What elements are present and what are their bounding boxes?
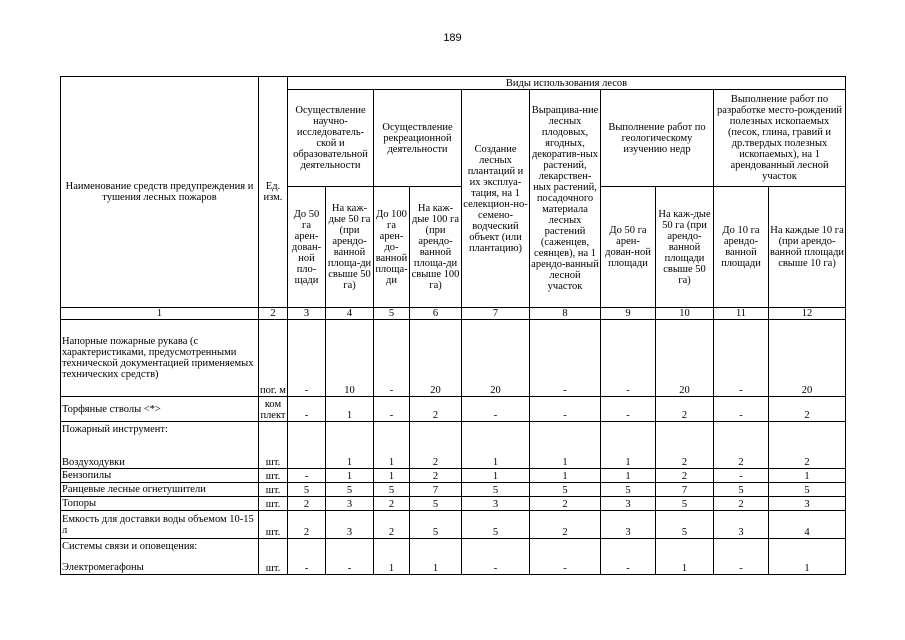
row-value: 1 <box>769 539 846 575</box>
page-number: 189 <box>443 32 462 44</box>
header-group-title: Виды использования лесов <box>288 77 846 90</box>
row-value: 5 <box>769 483 846 497</box>
row-value: 3 <box>462 497 530 511</box>
col-number: 12 <box>769 308 846 320</box>
row-value: 2 <box>769 397 846 422</box>
header-sub-11: До 10 га арендо-ванной площади <box>714 187 769 308</box>
fire-equipment-table <box>60 76 846 575</box>
col-number: 4 <box>326 308 374 320</box>
row-value: 2 <box>374 497 410 511</box>
row-value: 3 <box>714 511 769 539</box>
row-label: Электромегафоны <box>62 562 144 573</box>
header-group-2: Осуществление рекреационной деятельности <box>374 90 462 187</box>
column-numbers-row <box>61 308 846 320</box>
col-number: 8 <box>530 308 601 320</box>
row-value: 2 <box>410 422 462 469</box>
row-value: 4 <box>769 511 846 539</box>
header-group-3: Создание лесных плантаций и их эксплуа-тация, на 1 селекцион-но-семено-водческий объект (или плантацию) <box>462 90 530 308</box>
row-value: 3 <box>601 497 656 511</box>
row-value: 1 <box>601 422 656 469</box>
table-row <box>61 397 846 422</box>
table-row <box>61 422 846 469</box>
row-value: 5 <box>530 483 601 497</box>
row-value: - <box>714 539 769 575</box>
row-value: 1 <box>326 422 374 469</box>
row-value: - <box>462 539 530 575</box>
row-value: - <box>714 469 769 483</box>
row-value: 1 <box>374 469 410 483</box>
table-row <box>61 483 846 497</box>
row-value: 5 <box>601 483 656 497</box>
row-value: - <box>601 397 656 422</box>
row-value: 1 <box>410 539 462 575</box>
row-value: 7 <box>656 483 714 497</box>
col-number: 1 <box>61 308 259 320</box>
col-number: 9 <box>601 308 656 320</box>
row-value: 1 <box>374 422 410 469</box>
row-value: - <box>530 397 601 422</box>
table-row <box>61 539 846 575</box>
row-value: 20 <box>462 320 530 397</box>
row-value: 7 <box>410 483 462 497</box>
row-value: 5 <box>410 497 462 511</box>
row-unit: шт. <box>259 483 288 497</box>
header-group-4: Выращива-ние лесных плодовых, ягодных, декоратив-ных растений, лекарствен-ных растений, посадочного материала лесных растений (саженцев, сеянцев), на 1 арендо-ванный лесной участок <box>530 90 601 308</box>
row-value: 1 <box>462 469 530 483</box>
row-value: - <box>374 397 410 422</box>
row-unit: шт. <box>259 511 288 539</box>
row-name <box>61 539 259 575</box>
row-name: Ранцевые лесные огнетушители <box>61 483 259 497</box>
row-value: 1 <box>530 469 601 483</box>
row-value: 10 <box>326 320 374 397</box>
col-number: 11 <box>714 308 769 320</box>
row-value: - <box>530 320 601 397</box>
col-number: 5 <box>374 308 410 320</box>
row-value: 2 <box>656 397 714 422</box>
row-unit: шт. <box>259 469 288 483</box>
header-sub-10: На каж-дые 50 га (при арендо-ванной площади свыше 50 га) <box>656 187 714 308</box>
table-row <box>61 320 846 397</box>
header-sub-6: На каж-дые 100 га (при арендо-ванной площа-ди свыше 100 га) <box>410 187 462 308</box>
row-value: - <box>530 539 601 575</box>
row-value: 2 <box>374 511 410 539</box>
row-value: - <box>288 539 326 575</box>
header-sub-5: До 100 га арен-до-ванной площа-ди <box>374 187 410 308</box>
row-value: 5 <box>288 483 326 497</box>
row-value: 2 <box>769 422 846 469</box>
header-group-1: Осуществление научно-исследователь-ской и образовательной деятельности <box>288 90 374 187</box>
row-value: 20 <box>769 320 846 397</box>
row-value: - <box>326 539 374 575</box>
row-value: 5 <box>326 483 374 497</box>
section-heading: Системы связи и оповещения: <box>62 541 198 552</box>
row-unit: пог. м <box>259 320 288 397</box>
row-value: 5 <box>410 511 462 539</box>
row-value: 5 <box>462 483 530 497</box>
table-row <box>61 497 846 511</box>
row-value: 2 <box>714 497 769 511</box>
row-name: Торфяные стволы <*> <box>61 397 259 422</box>
row-value: 20 <box>410 320 462 397</box>
col-number: 3 <box>288 308 326 320</box>
row-value: 3 <box>326 511 374 539</box>
row-value: 2 <box>530 497 601 511</box>
col-number: 10 <box>656 308 714 320</box>
table-body <box>61 320 846 575</box>
row-value: - <box>714 320 769 397</box>
col-number: 6 <box>410 308 462 320</box>
row-unit: шт. <box>259 422 288 469</box>
row-value: 5 <box>714 483 769 497</box>
row-value: 5 <box>374 483 410 497</box>
row-value: 1 <box>374 539 410 575</box>
col-number: 7 <box>462 308 530 320</box>
row-value: - <box>374 320 410 397</box>
row-value: 2 <box>410 469 462 483</box>
row-value: 1 <box>326 397 374 422</box>
row-value: - <box>601 539 656 575</box>
row-unit: ком плект <box>259 397 288 422</box>
row-value: 3 <box>326 497 374 511</box>
row-value: - <box>288 320 326 397</box>
row-value: 20 <box>656 320 714 397</box>
row-value: 1 <box>530 422 601 469</box>
header-name: Наименование средств предупреждения и тушения лесных пожаров <box>61 77 259 308</box>
table-row <box>61 469 846 483</box>
row-name: Напорные пожарные рукава (с характеристиками, предусмотренными технической документацией применяемых технических средств) <box>61 320 259 397</box>
row-value: - <box>288 397 326 422</box>
row-value: 5 <box>656 511 714 539</box>
row-unit: шт. <box>259 497 288 511</box>
header-group-6: Выполнение работ по разработке место-рождений полезных ископаемых (песок, глина, гравий и др.твердых полезных ископаемых), на 1 арендованный лесной участок <box>714 90 846 187</box>
row-value: - <box>462 397 530 422</box>
row-value: 1 <box>326 469 374 483</box>
header-unit: Ед. изм. <box>259 77 288 308</box>
row-name: Топоры <box>61 497 259 511</box>
row-value: 5 <box>656 497 714 511</box>
row-value: 2 <box>714 422 769 469</box>
row-value: 1 <box>769 469 846 483</box>
row-value: 2 <box>656 422 714 469</box>
row-value: 2 <box>288 511 326 539</box>
row-value: - <box>288 469 326 483</box>
header-sub-12: На каждые 10 га (при арендо-ванной площади свыше 10 га) <box>769 187 846 308</box>
row-value: 1 <box>601 469 656 483</box>
row-value: 2 <box>656 469 714 483</box>
row-label: Воздуходувки <box>62 457 125 468</box>
header-sub-3: До 50 га арен-дован-ной пло-щади <box>288 187 326 308</box>
row-value: 3 <box>769 497 846 511</box>
header-group-5: Выполнение работ по геологическому изучению недр <box>601 90 714 187</box>
header-sub-9: До 50 га арен-дован-ной площади <box>601 187 656 308</box>
row-value: 2 <box>288 497 326 511</box>
row-value: - <box>601 320 656 397</box>
row-value: - <box>714 397 769 422</box>
section-heading: Пожарный инструмент: <box>62 424 168 435</box>
col-number: 2 <box>259 308 288 320</box>
row-value: 2 <box>530 511 601 539</box>
row-value: 3 <box>601 511 656 539</box>
row-name <box>61 422 259 469</box>
row-unit: шт. <box>259 539 288 575</box>
row-value: 1 <box>462 422 530 469</box>
header-sub-4: На каж-дые 50 га (при арендо-ванной площа-ди свыше 50 га) <box>326 187 374 308</box>
row-name: Бензопилы <box>61 469 259 483</box>
row-name: Емкость для доставки воды объемом 10-15 л <box>61 511 259 539</box>
row-value: 2 <box>410 397 462 422</box>
row-value: 5 <box>462 511 530 539</box>
row-value <box>288 422 326 469</box>
table-row <box>61 511 846 539</box>
row-value: 1 <box>656 539 714 575</box>
